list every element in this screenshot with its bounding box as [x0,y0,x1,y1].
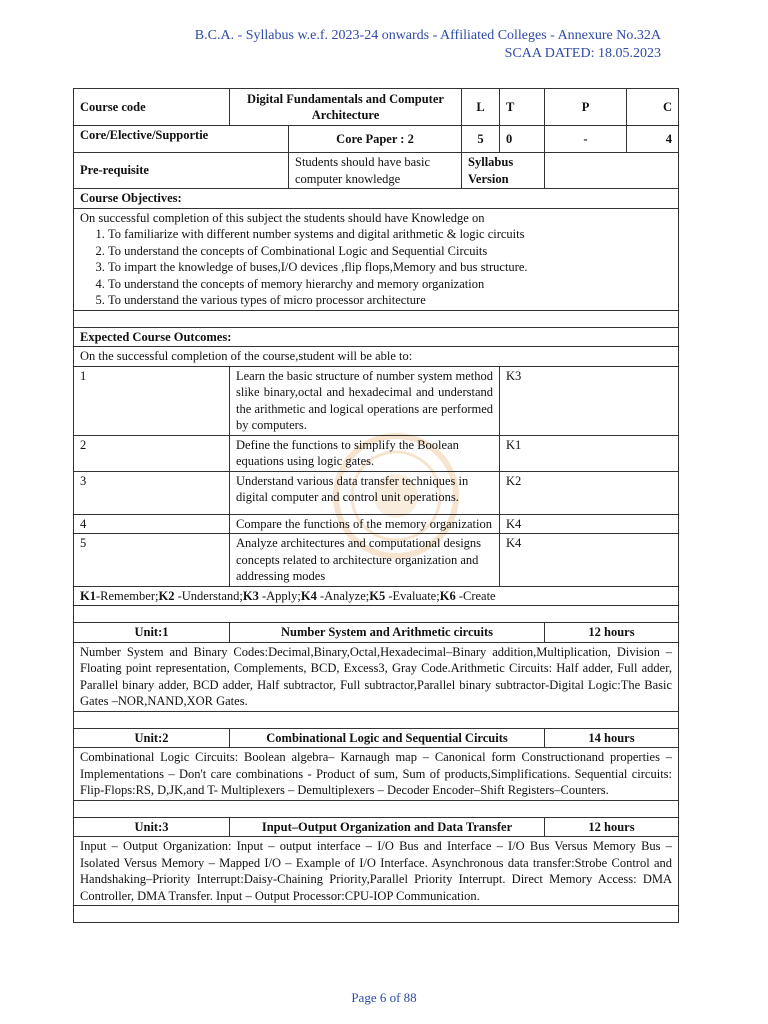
unit-label: Unit:2 [74,728,230,748]
course-title: Digital Fundamentals and Computer Architecture [230,89,462,126]
l-value: 5 [462,126,500,153]
header-line-2: SCAA DATED: 18.05.2023 [504,46,661,61]
c-label: C [627,89,679,126]
objective-item: 2. To understand the concepts of Combinational Logic and Sequential Circuits [108,243,672,260]
k-level-desc: -Evaluate; [385,588,440,603]
unit-content: Combinational Logic Circuits: Boolean algebra– Karnaugh map – Canonical form Constructionand properties – Implementations – Don't care combinations - Product of sum, Sum of products,Simplifications. Sequential circuits: Flip-Flops:RS, D,JK,and T- Multiplexers – Demultiplexers – Decoder Encoder–Shift Registers–Counters. [74,748,679,801]
unit-label: Unit:3 [74,817,230,837]
outcome-text: Compare the functions of the memory organization [230,514,500,534]
objective-item: 4. To understand the concepts of memory hierarchy and memory organization [108,276,672,293]
p-value: - [545,126,627,153]
prerequisite-value: Students should have basic computer knowledge [289,153,462,189]
syllabus-version-label: Syllabus Version [462,153,545,189]
outcome-k-level: K4 [500,514,679,534]
unit-title: Input–Output Organization and Data Transfer [230,817,545,837]
objective-item: 1. To familiarize with different number systems and digital arithmetic & logic circuits [108,226,672,243]
objectives-body [74,208,679,310]
course-type-row [74,126,679,153]
k-level-code: K1 [80,588,96,603]
spacer-row [74,906,679,923]
unit-content-row [74,837,679,906]
k-level-desc: -Remember; [95,588,159,603]
unit-title: Number System and Arithmetic circuits [230,623,545,643]
unit-content: Input – Output Organization: Input – output interface – I/O Bus and Interface – I/O Bus Versus Memory Bus – Isolated Versus Memory – Mapped I/O – Example of I/O Interface. Asynchronous data transfer:Strobe Control and Handshaking–Priority Interrupt:Daisy-Chaining Priority,Parallel Priority Interrupt. Direct Memory Access: DMA Controller, DMA Transfer. Input – Output Processor:CPU-IOP Communication. [74,837,679,906]
t-label: T [500,89,545,126]
outcome-k-level: K2 [500,471,679,514]
k-level-code: K3 [242,588,259,603]
spacer-row [74,606,679,623]
k-level-code: K2 [158,588,175,603]
objective-item: 3. To impart the knowledge of buses,I/O devices ,flip flops,Memory and bus structure. [108,259,672,276]
outcome-text: Analyze architectures and computational designs concepts related to architecture organization and addressing modes [230,534,500,587]
objectives-heading: Course Objectives: [74,189,679,209]
k-levels-row [74,586,679,606]
outcomes-intro: On the successful completion of the course,student will be able to: [74,347,679,367]
k-level-desc: -Apply; [258,588,301,603]
k-level-code: K6 [439,588,456,603]
objectives-list [80,226,672,309]
page-number: Page 6 of 88 [351,990,417,1005]
objectives-body-row [74,208,679,310]
k-level-desc: -Create [455,588,496,603]
outcome-text: Learn the basic structure of number system method slike binary,octal and hexadecimal and understand the arithmetic and logical operations are performed by computers. [230,366,500,435]
unit-content-row [74,642,679,711]
outcome-row [74,514,679,534]
outcome-k-level: K3 [500,366,679,435]
spacer-row [74,800,679,817]
unit-hours: 12 hours [545,817,679,837]
unit-title: Combinational Logic and Sequential Circuits [230,728,545,748]
unit-content: Number System and Binary Codes:Decimal,Binary,Octal,Hexadecimal–Binary addition,Multiplication, Division – Floating point representation, Complements, BCD, Excess3, Gray Code.Arithmetic Circuits: Half adder, Full adder, Parallel binary adder, BCD adder, Half subtractor, Full subtractor,Parallel binary subtractor-Digital Logic:The Basic Gates –NOR,NAND,XOR Gates. [74,642,679,711]
objectives-intro: On successful completion of this subject the students should have Knowledge on [80,210,485,225]
outcome-number: 3 [74,471,230,514]
outcome-row [74,435,679,471]
prerequisite-row [74,153,679,189]
unit-header-row [74,817,679,837]
objectives-heading-row [74,189,679,209]
unit-hours: 14 hours [545,728,679,748]
spacer-row [74,711,679,728]
unit-label: Unit:1 [74,623,230,643]
outcome-number: 1 [74,366,230,435]
unit-hours: 12 hours [545,623,679,643]
outcome-row [74,471,679,514]
outcome-number: 4 [74,514,230,534]
prerequisite-label: Pre-requisite [74,153,289,189]
spacer-row [74,310,679,327]
p-label: P [545,89,627,126]
k-level-code: K4 [300,588,317,603]
k-level-desc: -Understand; [174,588,243,603]
unit-header-row [74,623,679,643]
unit-content-row [74,748,679,801]
syllabus-version-value [545,153,679,189]
course-code-label: Course code [74,89,230,126]
objective-item: 5. To understand the various types of micro processor architecture [108,292,672,309]
outcome-number: 5 [74,534,230,587]
header-line-1: B.C.A. - Syllabus w.e.f. 2023-24 onwards - Affiliated Colleges - Annexure No.32A [194,28,661,43]
k-level-desc: -Analyze; [316,588,370,603]
outcome-text: Understand various data transfer techniques in digital computer and control unit operations. [230,471,500,514]
outcome-text: Define the functions to simplify the Boolean equations using logic gates. [230,435,500,471]
syllabus-table [73,88,679,923]
outcome-k-level: K4 [500,534,679,587]
l-label: L [462,89,500,126]
outcome-number: 2 [74,435,230,471]
outcome-k-level: K1 [500,435,679,471]
k-level-code: K5 [369,588,386,603]
course-type-label: Core/Elective/Supportie [74,126,289,153]
outcome-row [74,534,679,587]
outcome-row [74,366,679,435]
k-levels-legend [74,586,679,606]
c-value: 4 [627,126,679,153]
unit-header-row [74,728,679,748]
outcomes-heading-row [74,327,679,347]
t-value: 0 [500,126,545,153]
course-code-row [74,89,679,126]
outcomes-heading: Expected Course Outcomes: [74,327,679,347]
outcomes-intro-row [74,347,679,367]
course-type-value: Core Paper : 2 [289,126,462,153]
